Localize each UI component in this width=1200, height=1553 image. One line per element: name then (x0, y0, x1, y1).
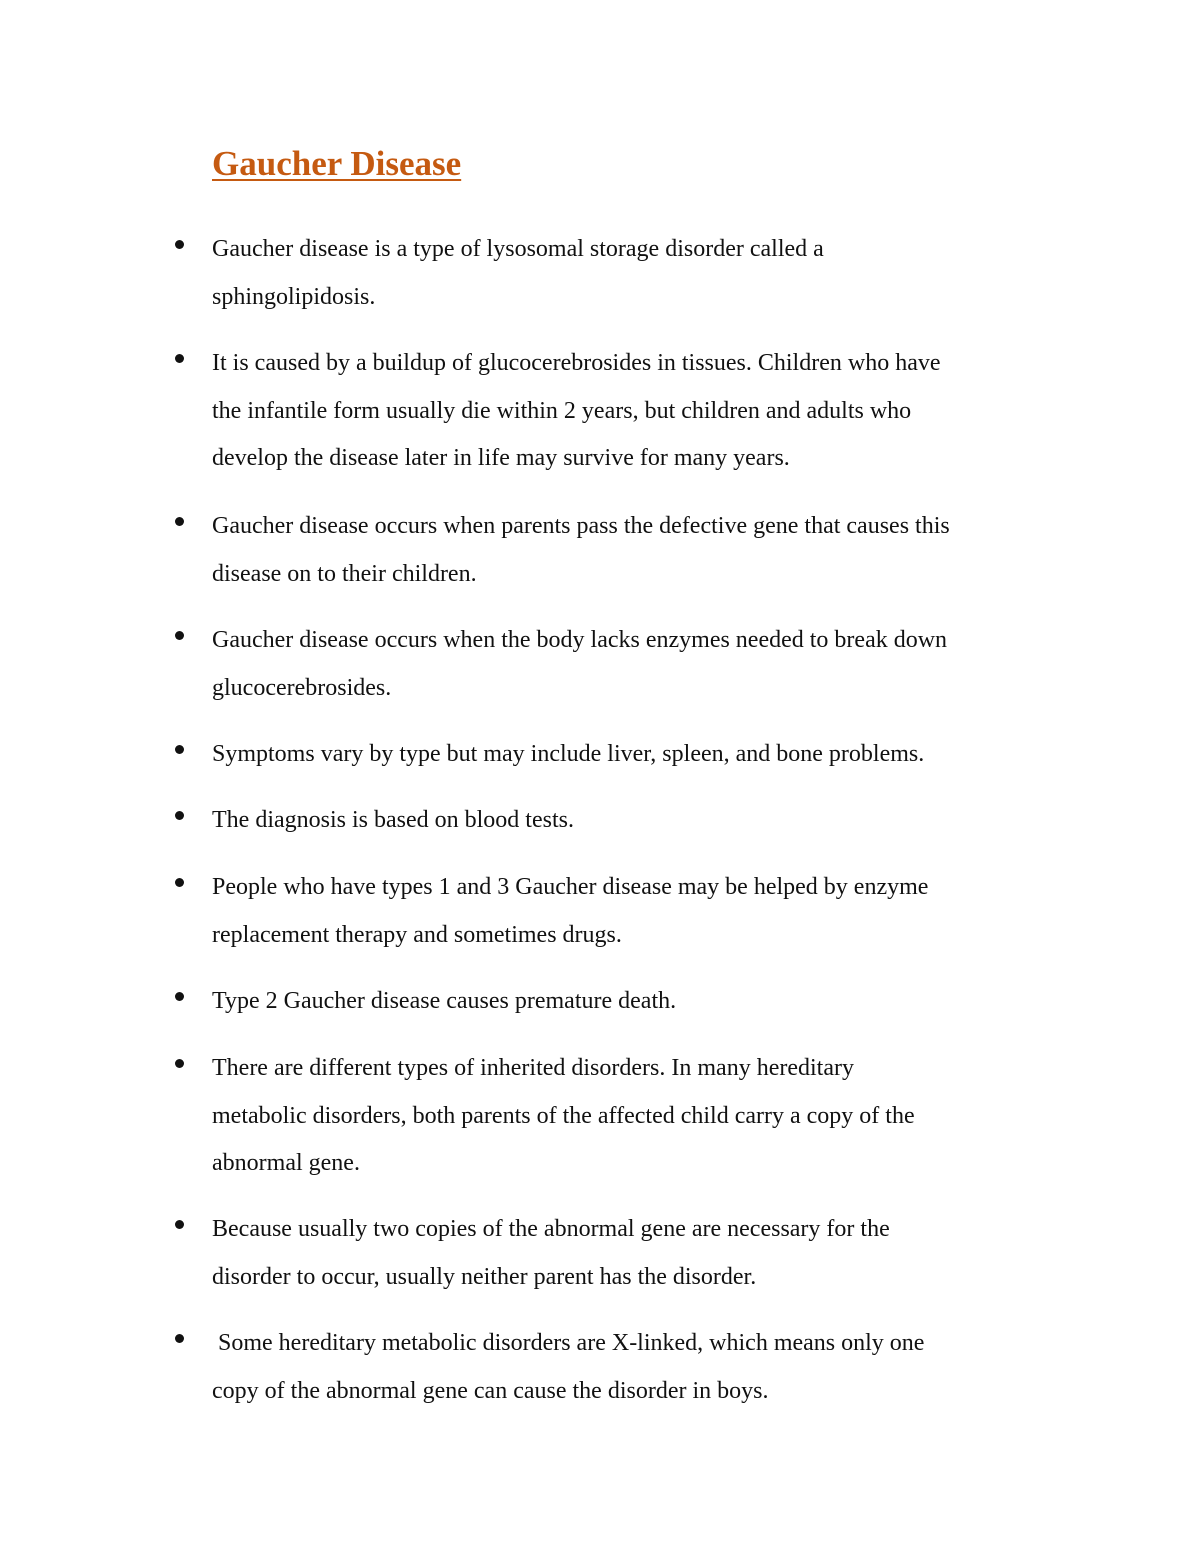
text-line: Symptoms vary by type but may include liver, spleen, and bone problems. (212, 741, 925, 767)
bullet-icon (175, 745, 184, 754)
text-line: It is caused by a buildup of glucocerebrosides in tissues. Children who have (212, 350, 941, 376)
bullet-icon (175, 354, 184, 363)
text-line: People who have types 1 and 3 Gaucher disease may be helped by enzyme (212, 874, 929, 900)
bullet-icon (175, 240, 184, 249)
text-line: The diagnosis is based on blood tests. (212, 807, 574, 833)
text-line: glucocerebrosides. (212, 674, 392, 701)
list-item-text (212, 731, 1072, 779)
text-line: disorder to occur, usually neither parent has the disorder. (212, 1263, 757, 1290)
text-line: metabolic disorders, both parents of the affected child carry a copy of the (212, 1102, 915, 1129)
list-item-text (212, 226, 1072, 321)
text-line: copy of the abnormal gene can cause the disorder in boys. (212, 1377, 769, 1404)
text-line: replacement therapy and sometimes drugs. (212, 921, 622, 948)
bullet-icon (175, 992, 184, 1001)
list-item-text (212, 864, 1072, 959)
list-item-text (212, 617, 1072, 712)
page-title: Gaucher Disease (212, 144, 462, 183)
list-item-text (212, 340, 1072, 483)
text-line: the infantile form usually die within 2 years, but children and adults who (212, 397, 912, 424)
text-line: There are different types of inherited disorders. In many hereditary (212, 1055, 854, 1081)
list-item-text (212, 1045, 1072, 1188)
text-line: sphingolipidosis. (212, 283, 376, 310)
text-line: Because usually two copies of the abnormal gene are necessary for the (212, 1216, 890, 1242)
text-line: Gaucher disease is a type of lysosomal storage disorder called a (212, 236, 824, 262)
text-line: Some hereditary metabolic disorders are X-linked, which means only one (212, 1330, 925, 1356)
bullet-icon (175, 517, 184, 526)
list-item-text (212, 797, 1072, 845)
text-line: develop the disease later in life may survive for many years. (212, 445, 790, 471)
list-item-text (212, 978, 1072, 1026)
bullet-icon (175, 1059, 184, 1068)
list-item-text (212, 1320, 1072, 1415)
text-line: Type 2 Gaucher disease causes premature death. (212, 988, 677, 1014)
list-item-text (212, 503, 1072, 598)
text-line: disease on to their children. (212, 560, 477, 587)
bullet-icon (175, 1220, 184, 1229)
bullet-icon (175, 1334, 184, 1343)
bullet-icon (175, 811, 184, 820)
text-line: abnormal gene. (212, 1150, 360, 1176)
bullet-icon (175, 631, 184, 640)
list-item-text (212, 1206, 1072, 1301)
text-line: Gaucher disease occurs when parents pass the defective gene that causes this (212, 513, 950, 539)
bullet-icon (175, 878, 184, 887)
text-line: Gaucher disease occurs when the body lacks enzymes needed to break down (212, 627, 948, 653)
